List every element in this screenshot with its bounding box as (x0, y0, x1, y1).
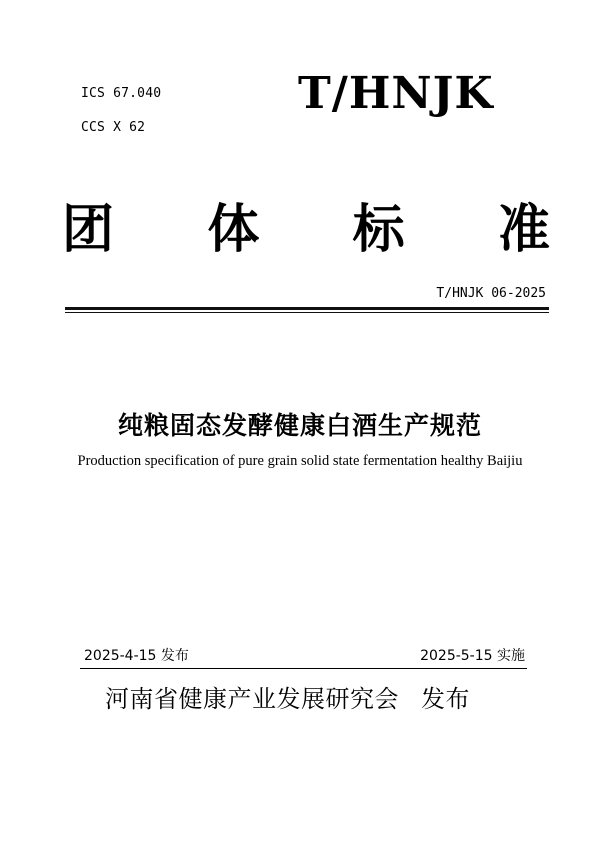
standard-title-chinese: 纯粮固态发酵健康白酒生产规范 (117, 411, 482, 440)
document-type-char: 体 (207, 200, 260, 260)
header-divider-thin (65, 312, 549, 313)
implementation-date: 2025-5-15 实施 (420, 648, 525, 664)
document-type-char: 团 (62, 200, 115, 260)
standard-title-english: Production specification of pure grain solid state fermentation healthy Baijiu (77, 453, 523, 469)
issue-date: 2025-4-15 发布 (84, 648, 189, 664)
document-type-char: 标 (352, 200, 405, 260)
standard-number: T/HNJK 06-2025 (436, 286, 546, 301)
ccs-code: CCS X 62 (81, 120, 146, 135)
issuing-organization (105, 679, 470, 714)
document-type-char: 准 (497, 200, 550, 260)
issuer-name: 河南省健康产业发展研究会 (105, 685, 399, 713)
header-divider-thick (65, 307, 549, 310)
footer-divider (80, 668, 527, 669)
document-type-title (62, 198, 550, 262)
issuer-action: 发布 (421, 685, 470, 713)
organization-code: T/HNJK (298, 68, 494, 119)
ics-code: ICS 67.040 (81, 86, 162, 101)
